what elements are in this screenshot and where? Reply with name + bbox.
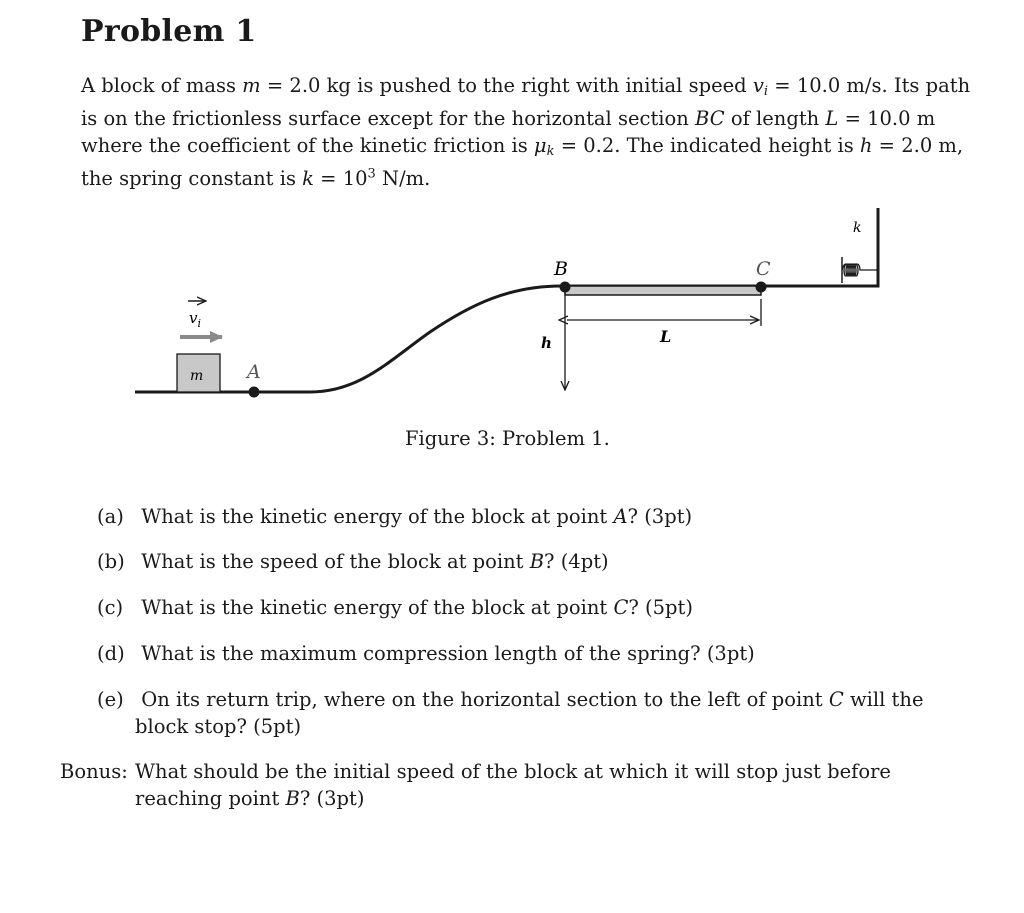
statement-line-2: is on the frictionless surface except for the horizontal section BC of length L = 10.0 m [81,107,936,130]
figure-caption: Figure 3: Problem 1. [405,427,610,450]
problem-statement [81,72,971,192]
label-vi: $v_i$ [189,309,202,330]
track-path [135,286,838,392]
spring-icon [842,257,878,283]
statement-line-4: the spring constant is $k = 10^3$ N/m. [81,166,431,190]
label-m: m [190,368,204,384]
label-b: B [554,258,568,280]
label-k: k [853,220,862,236]
friction-section-bc [565,286,761,295]
question-e: (e) On its return trip, where on the horizontal section to the left of point C will the block stop? (5pt) [97,688,924,738]
question-c: (c) What is the kinetic energy of the block at point C? (5pt) [97,596,693,619]
label-l: L [660,327,672,346]
bonus-question: Bonus: What should be the initial speed of the block at which it will stop just before reaching point B? (3pt) [60,760,891,810]
question-d: (d) What is the maximum compression length of the spring? (3pt) [97,642,755,665]
label-c: C [756,258,771,280]
point-b [560,282,571,293]
statement-line-1: A block of mass m = 2.0 kg is pushed to the right with initial speed $v_i = 10.0$ m/s. Its path [81,74,971,99]
problem-title: Problem 1 [81,14,257,49]
point-a [249,387,260,398]
label-h: h [541,334,552,352]
question-b: (b) What is the speed of the block at point B? (4pt) [97,550,609,573]
question-a: (a) What is the kinetic energy of the block at point A? (3pt) [97,505,693,528]
label-a: A [247,361,261,383]
physics-figure [0,190,1024,420]
statement-line-3: where the coefficient of the kinetic friction is $\mu_k = 0.2$. The indicated height is h = 2.0 m, [81,134,964,159]
point-c [756,282,767,293]
